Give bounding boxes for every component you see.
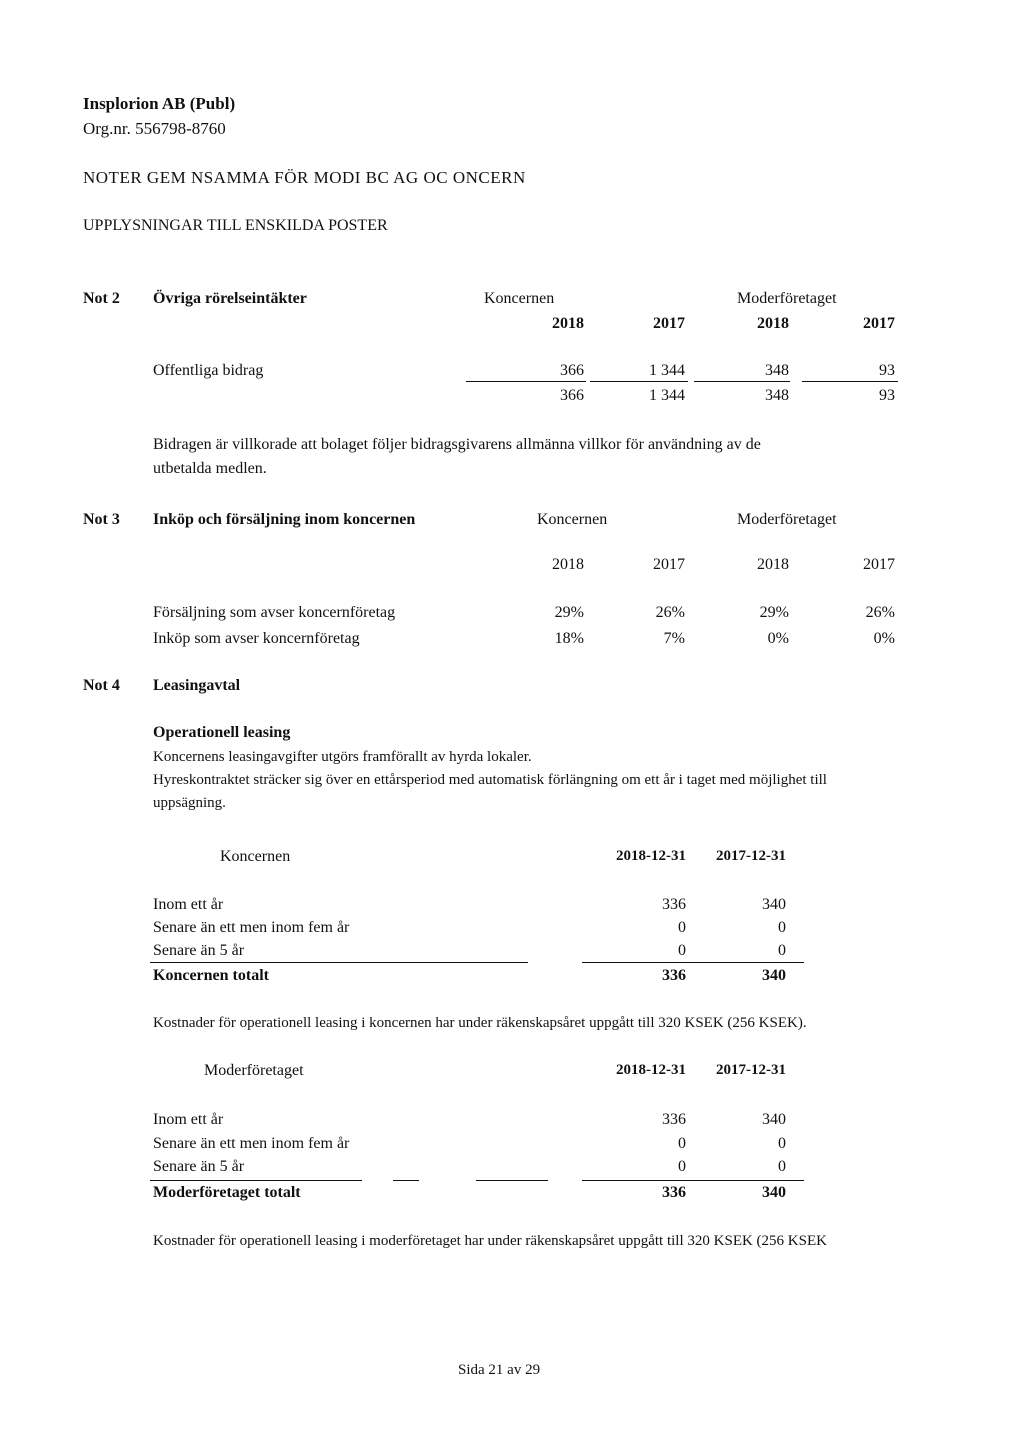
group-table-row-value: 0 [678,919,686,936]
parent-table-total-label: Moderföretaget totalt [153,1184,301,1201]
note3-row-value: 29% [759,604,789,621]
note3-year: 2018 [552,556,584,573]
note4-number: Not 4 [83,677,120,694]
group-table-row-label: Senare än ett men inom fem år [153,919,350,936]
section-title: UPPLYSNINGAR TILL ENSKILDA POSTER [83,217,388,234]
note2-year: 2018 [757,315,789,332]
parent-table-row-value: 336 [662,1111,686,1128]
parent-table-row-label: Senare än 5 år [153,1158,245,1175]
note3-row-value: 26% [655,604,685,621]
note2-text-cont: utbetalda medlen. [153,460,267,477]
group-table-col: 2017-12-31 [716,848,786,864]
total-rule [476,1180,548,1181]
notes-title: NOTER GEM NSAMMA FÖR MODI BC AG OC ONCERN [83,168,526,187]
parent-table-row-label: Inom ett år [153,1111,224,1128]
note2-year: 2017 [863,315,895,332]
note4-subtitle: Operationell leasing [153,724,291,741]
total-rule [582,962,804,963]
group-table-row-value: 0 [778,919,786,936]
note3-row-value: 0% [873,630,895,647]
note2-sum-value: 93 [879,387,895,404]
org-number: Org.nr. 556798-8760 [83,119,226,138]
note3-row-value: 29% [554,604,584,621]
note2-year: 2018 [552,315,584,332]
note2-number: Not 2 [83,290,120,307]
group-table-total-label: Koncernen totalt [153,967,269,984]
parent-table-heading: Moderföretaget [204,1062,304,1079]
sum-rule [590,381,688,382]
note2-sum-value: 348 [765,387,789,404]
note3-year: 2017 [653,556,685,573]
note2-row-value: 93 [879,362,895,379]
note4-title: Leasingavtal [153,677,241,694]
group-table-col: 2018-12-31 [616,848,686,864]
group-table-row-value: 340 [762,896,786,913]
note2-row-value: 348 [765,362,789,379]
group-table-row-value: 336 [662,896,686,913]
group-table-total-value: 336 [662,967,686,984]
parent-table-row-value: 340 [762,1111,786,1128]
note3-row-label: Försäljning som avser koncernföretag [153,604,396,621]
note2-title: Övriga rörelseintäkter [153,290,307,307]
parent-table-row-value: 0 [678,1158,686,1175]
company-name: Insplorion AB (Publ) [83,94,236,113]
note3-year: 2018 [757,556,789,573]
total-rule [150,1180,362,1181]
parent-table-row-value: 0 [678,1135,686,1152]
note3-group-label: Koncernen [537,511,608,528]
note2-row-value: 366 [560,362,584,379]
note3-number: Not 3 [83,511,120,528]
note4-text: Hyreskontraktet sträcker sig över en ettårsperiod med automatisk förlängning om ett år i taget med möjlighet till [153,772,827,788]
note2-group-label: Koncernen [484,290,555,307]
parent-cost-text: Kostnader för operationell leasing i moderföretaget har under räkenskapsåret uppgått till 320 KSEK (256 KSEK [153,1233,827,1249]
parent-table-total-value: 336 [662,1184,686,1201]
note2-row-label: Offentliga bidrag [153,362,264,379]
note3-parent-label: Moderföretaget [737,511,837,528]
total-rule [393,1180,419,1181]
note2-sum-value: 1 344 [649,387,685,404]
note2-parent-label: Moderföretaget [737,290,837,307]
group-table-row-value: 0 [778,942,786,959]
note4-text: Koncernens leasingavgifter utgörs framförallt av hyrda lokaler. [153,749,532,765]
note2-year: 2017 [653,315,685,332]
note3-row-value: 0% [767,630,789,647]
note4-text: uppsägning. [153,795,226,811]
note3-title: Inköp och försäljning inom koncernen [153,511,416,528]
note3-row-value: 18% [554,630,584,647]
group-table-heading: Koncernen [220,848,291,865]
note3-year: 2017 [863,556,895,573]
group-table-row-label: Inom ett år [153,896,224,913]
total-rule [150,962,528,963]
group-table-row-value: 0 [678,942,686,959]
note3-row-label: Inköp som avser koncernföretag [153,630,360,647]
parent-table-row-value: 0 [778,1158,786,1175]
sum-rule [694,381,790,382]
note2-sum-value: 366 [560,387,584,404]
group-cost-text: Kostnader för operationell leasing i koncernen har under räkenskapsåret uppgått till 320 KSEK (256 KSEK). [153,1015,807,1031]
group-table-total-value: 340 [762,967,786,984]
page-number: Sida 21 av 29 [458,1362,541,1378]
note2-row-value: 1 344 [649,362,685,379]
parent-table-col: 2017-12-31 [716,1062,786,1078]
parent-table-row-label: Senare än ett men inom fem år [153,1135,350,1152]
sum-rule [802,381,898,382]
parent-table-col: 2018-12-31 [616,1062,686,1078]
parent-table-row-value: 0 [778,1135,786,1152]
note2-text: Bidragen är villkorade att bolaget följer bidragsgivarens allmänna villkor för användning av de [153,436,761,453]
note3-row-value: 7% [663,630,685,647]
sum-rule [466,381,586,382]
total-rule [582,1180,804,1181]
group-table-row-label: Senare än 5 år [153,942,245,959]
parent-table-total-value: 340 [762,1184,786,1201]
note3-row-value: 26% [865,604,895,621]
